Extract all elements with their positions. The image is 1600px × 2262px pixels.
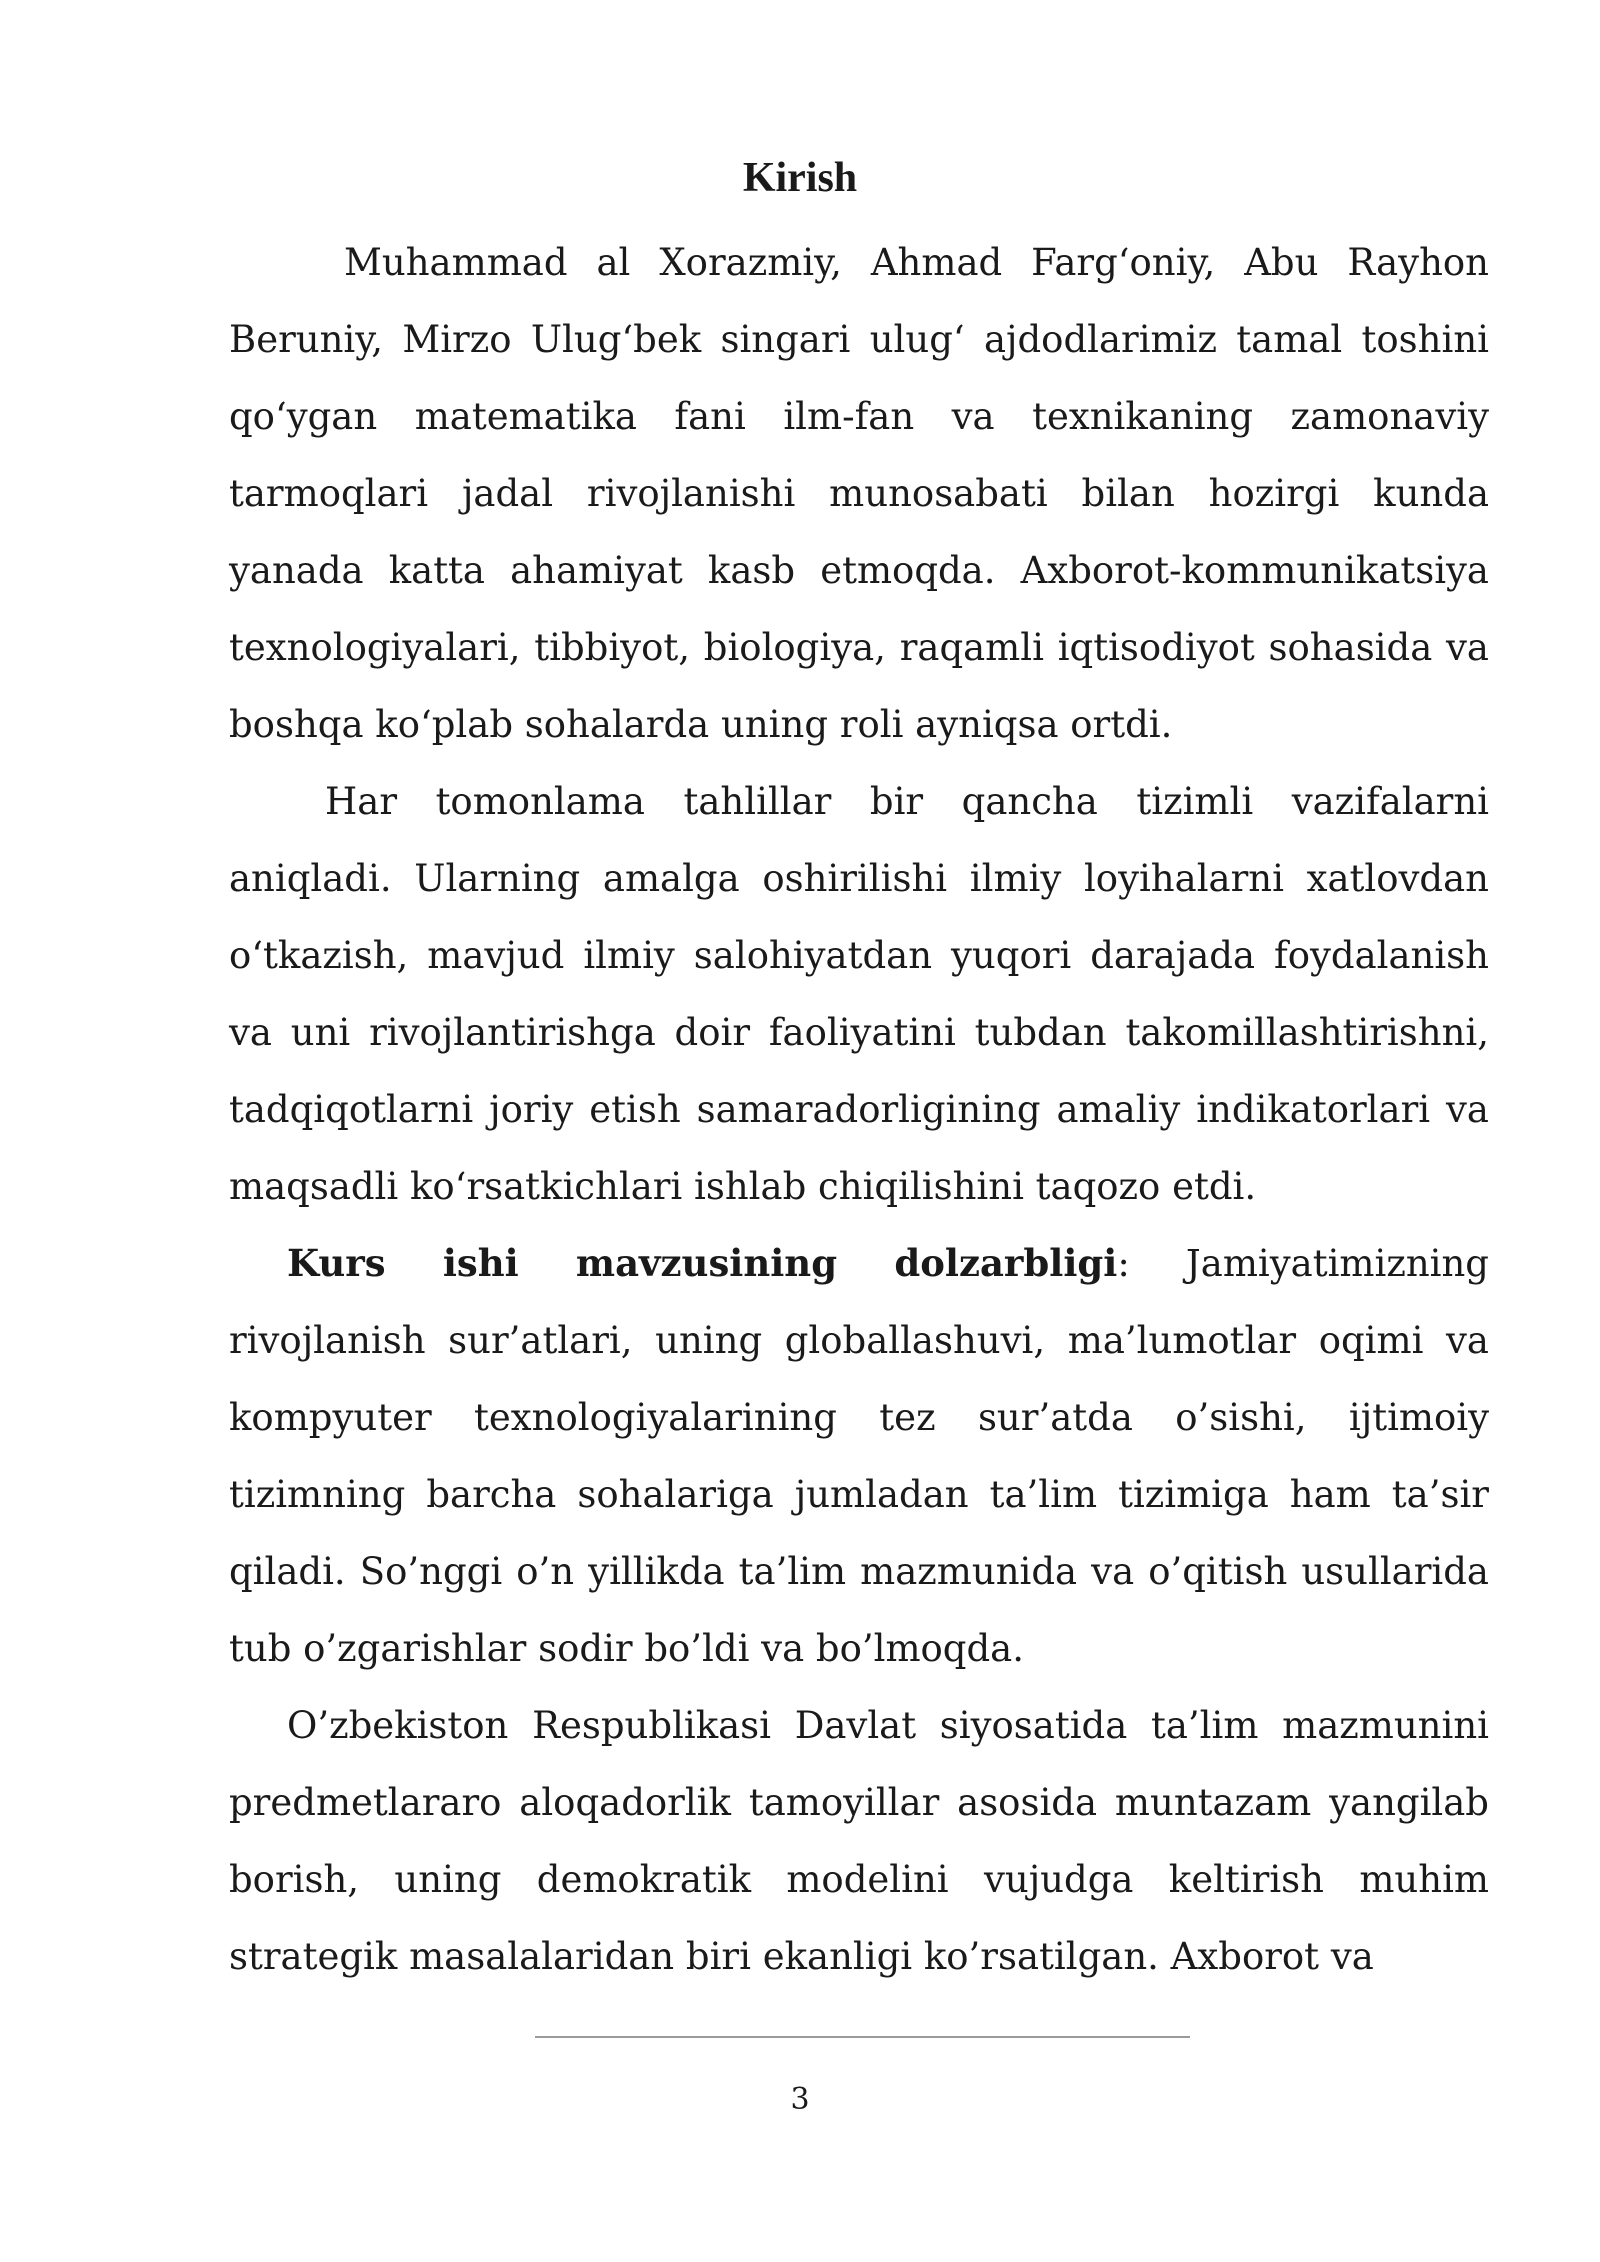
section-heading: Kirish bbox=[742, 155, 858, 201]
page-number: 3 bbox=[790, 2082, 810, 2117]
footer-divider bbox=[535, 2036, 1190, 2038]
paragraph-intro: Muhammad al Xorazmiy, Ahmad Farg‘oniy, Abu Rayhon Beruniy, Mirzo Ulug‘bek singari ulug‘ ajdodlarimiz tamal toshini qo‘ygan matematika fani ilm-fan va texnikaning zamonaviy tarmoqlari jadal rivojlanishi munosabati bilan hozirgi kunda yanada katta ahamiyat kasb etmoqda. Axborot-kommunikatsiya texnologiyalari, tibbiyot, biologiya, raqamli iqtisodiyot sohasida va boshqa ko‘plab sohalarda uning roli ayniqsa ortdi. bbox=[229, 241, 1489, 746]
paragraph-analysis: Har tomonlama tahlillar bir qancha tizimli vazifalarni aniqladi. Ularning amalga oshirilishi ilmiy loyihalarni xatlovdan o‘tkazish, mavjud ilmiy salohiyatdan yuqori darajada foydalanish va uni rivojlantirishga doir faoliyatini tubdan takomillashtirishni, tadqiqotlarni joriy etish samaradorligining amaliy indikatorlari va maqsadli ko‘rsatkichlari ishlab chiqilishini taqozo etdi. bbox=[229, 780, 1489, 1208]
paragraph-relevance bbox=[229, 1225, 1489, 1687]
document-body bbox=[229, 224, 1489, 1995]
relevance-lead: Kurs ishi mavzusining dolzarbligi bbox=[287, 1241, 1118, 1285]
paragraph-policy: O’zbekiston Respublikasi Davlat siyosatida ta’lim mazmunini predmetlararo aloqadorlik tamoyillar asosida muntazam yangilab borish, uning demokratik modelini vujudga keltirish muhim strategik masalalaridan biri ekanligi ko’rsatilgan. Axborot va bbox=[229, 1704, 1489, 1978]
relevance-text: : Jamiyatimizning rivojlanish sur’atlari, uning globallashuvi, ma’lumotlar oqimi va kompyuter texnologiyalarining tez sur’atda o’sishi, ijtimoiy tizimning barcha sohalariga jumladan ta’lim tizimiga ham ta’sir qiladi. So’nggi o’n yillikda ta’lim mazmunida va o’qitish usullarida tub o’zgarishlar sodir bo’ldi va bo’lmoqda. bbox=[229, 1242, 1489, 1670]
